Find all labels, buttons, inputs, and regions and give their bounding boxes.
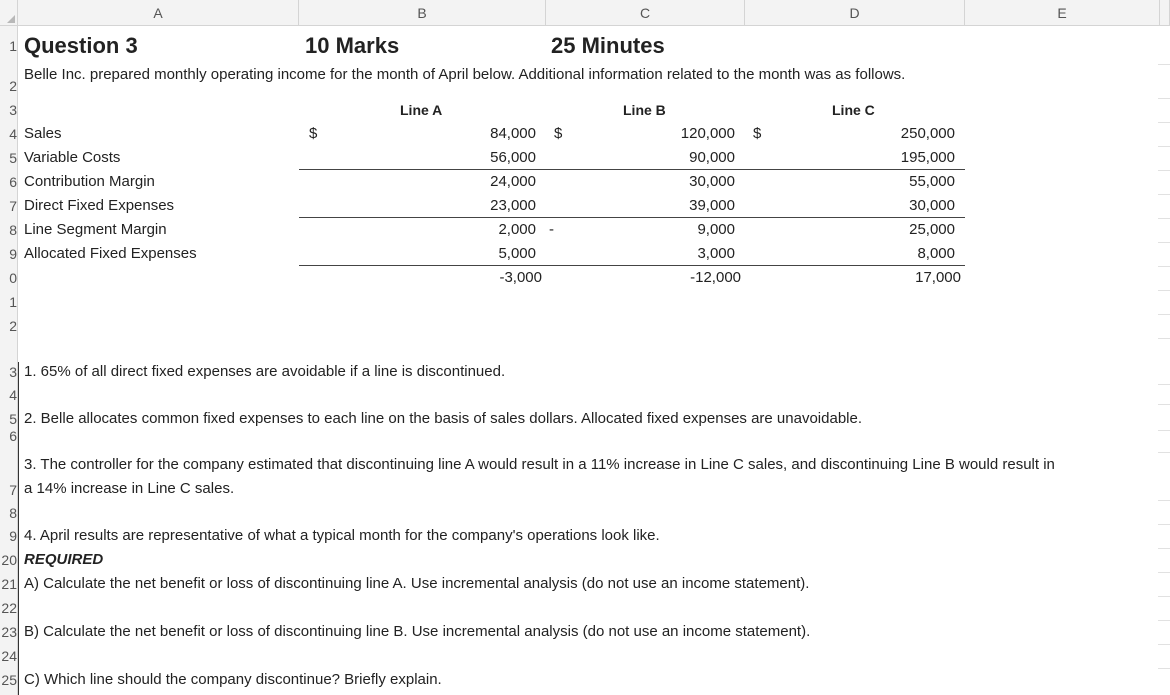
row-label-segment-margin[interactable]: Line Segment Margin xyxy=(24,221,167,238)
line-b-direct-fixed[interactable]: 39,000 xyxy=(689,197,735,214)
gridline xyxy=(1158,384,1170,385)
intro-text[interactable]: Belle Inc. prepared monthly operating income for the month of April below. Additional information related to the month was as follows. xyxy=(24,66,906,83)
required-a[interactable]: A) Calculate the net benefit or loss of discontinuing line A. Use incremental analysis (do not use an income statement). xyxy=(24,575,810,592)
gridline xyxy=(1158,338,1170,339)
line-a-segment[interactable]: 2,000 xyxy=(498,221,536,238)
line-b-contribution[interactable]: 30,000 xyxy=(689,173,735,190)
note-2[interactable]: 2. Belle allocates common fixed expenses to each line on the basis of sales dollars. Allocated fixed expenses are unavoidable. xyxy=(24,410,863,427)
line-c-contribution[interactable]: 55,000 xyxy=(909,173,955,190)
row-header-4[interactable]: 4 xyxy=(9,126,17,142)
gridline xyxy=(1158,290,1170,291)
note-4[interactable]: 4. April results are representative of what a typical month for the company's operations look like. xyxy=(24,527,660,544)
row-header-15[interactable]: 5 xyxy=(9,411,17,427)
subtotal-border-segment xyxy=(299,217,965,218)
line-b-variable[interactable]: 90,000 xyxy=(689,149,735,166)
gridline xyxy=(1158,170,1170,171)
subtotal-border-cm xyxy=(299,169,965,170)
row-header-3[interactable]: 3 xyxy=(9,102,17,118)
row-header-9[interactable]: 9 xyxy=(9,246,17,262)
row-header-24[interactable]: 24 xyxy=(1,648,17,664)
row-header-16[interactable]: 6 xyxy=(9,428,17,444)
minutes-label[interactable]: 25 Minutes xyxy=(551,33,665,58)
column-header-e[interactable]: E xyxy=(965,0,1160,26)
gridline xyxy=(1158,572,1170,573)
row-header-1[interactable]: 1 xyxy=(9,38,17,54)
subtotal-border-total xyxy=(299,265,965,266)
required-b[interactable]: B) Calculate the net benefit or loss of discontinuing line B. Use incremental analysis (do not use an income statement). xyxy=(24,623,811,640)
gridline xyxy=(1158,98,1170,99)
row-header-17[interactable]: 7 xyxy=(9,482,17,498)
line-c-header[interactable]: Line C xyxy=(832,102,875,118)
gridline xyxy=(1158,644,1170,645)
column-header-c[interactable]: C xyxy=(546,0,745,26)
row-header-20[interactable]: 20 xyxy=(1,552,17,568)
row-header-22[interactable]: 22 xyxy=(1,600,17,616)
column-header-b[interactable]: B xyxy=(299,0,546,26)
gridline xyxy=(1158,430,1170,431)
note-1[interactable]: 1. 65% of all direct fixed expenses are avoidable if a line is discontinued. xyxy=(24,363,506,380)
gridline xyxy=(1158,548,1170,549)
line-c-sales[interactable]: 250,000 xyxy=(900,125,955,142)
gridline xyxy=(1158,404,1170,405)
dollar-sign-a: $ xyxy=(309,125,318,142)
line-b-segment[interactable]: 9,000 xyxy=(697,221,735,238)
line-a-segment-dash: - xyxy=(549,221,554,238)
line-c-segment[interactable]: 25,000 xyxy=(909,221,955,238)
line-b-total[interactable]: -12,000 xyxy=(690,269,741,286)
row-label-direct-fixed[interactable]: Direct Fixed Expenses xyxy=(24,197,175,214)
gridline xyxy=(1158,524,1170,525)
gridline xyxy=(1158,596,1170,597)
required-label[interactable]: REQUIRED xyxy=(24,551,104,568)
line-a-direct-fixed[interactable]: 23,000 xyxy=(490,197,536,214)
select-all-corner[interactable] xyxy=(0,0,18,26)
gridline xyxy=(1158,314,1170,315)
line-c-direct-fixed[interactable]: 30,000 xyxy=(909,197,955,214)
row-header-12[interactable]: 2 xyxy=(9,318,17,334)
row-header-18[interactable]: 8 xyxy=(9,505,17,521)
gridline xyxy=(1158,500,1170,501)
row-header-13[interactable]: 3 xyxy=(9,364,17,380)
row-label-sales[interactable]: Sales xyxy=(24,125,62,142)
row-header-10[interactable]: 0 xyxy=(9,270,17,286)
gridline xyxy=(1158,620,1170,621)
row-header-14[interactable]: 4 xyxy=(9,387,17,403)
gridline xyxy=(1158,194,1170,195)
row-label-contribution-margin[interactable]: Contribution Margin xyxy=(24,173,155,190)
required-c[interactable]: C) Which line should the company discontinue? Briefly explain. xyxy=(24,671,442,688)
row-header-25[interactable]: 25 xyxy=(1,672,17,688)
column-header-d[interactable]: D xyxy=(745,0,965,26)
line-a-allocated[interactable]: 5,000 xyxy=(498,245,536,262)
row-header-21[interactable]: 21 xyxy=(1,576,17,592)
gridline xyxy=(1158,452,1170,453)
line-b-allocated[interactable]: 3,000 xyxy=(697,245,735,262)
row-header-7[interactable]: 7 xyxy=(9,198,17,214)
row-header-5[interactable]: 5 xyxy=(9,150,17,166)
gridline xyxy=(1158,146,1170,147)
marks-label[interactable]: 10 Marks xyxy=(305,33,400,58)
line-b-sales[interactable]: 120,000 xyxy=(680,125,735,142)
gridline xyxy=(1158,242,1170,243)
row-header-6[interactable]: 6 xyxy=(9,174,17,190)
question-title[interactable]: Question 3 xyxy=(24,33,138,58)
gridline xyxy=(1158,122,1170,123)
gridline xyxy=(1158,266,1170,267)
line-c-total[interactable]: 17,000 xyxy=(915,269,961,286)
note-3-line-2[interactable]: a 14% increase in Line C sales. xyxy=(24,480,235,497)
dollar-sign-c: $ xyxy=(753,125,762,142)
column-header-next[interactable] xyxy=(1160,0,1170,26)
row-header-19[interactable]: 9 xyxy=(9,528,17,544)
line-a-contribution[interactable]: 24,000 xyxy=(490,173,536,190)
line-a-variable[interactable]: 56,000 xyxy=(490,149,536,166)
line-a-header[interactable]: Line A xyxy=(400,102,443,118)
row-header-23[interactable]: 23 xyxy=(1,624,17,640)
gridline xyxy=(1158,668,1170,669)
gridline xyxy=(1158,64,1170,65)
line-c-allocated[interactable]: 8,000 xyxy=(917,245,955,262)
line-a-sales[interactable]: 84,000 xyxy=(490,125,536,142)
row-header-11[interactable]: 1 xyxy=(9,294,17,310)
line-a-total[interactable]: -3,000 xyxy=(499,269,542,286)
line-c-variable[interactable]: 195,000 xyxy=(900,149,955,166)
row-label-variable-costs[interactable]: Variable Costs xyxy=(24,149,121,166)
row-header-8[interactable]: 8 xyxy=(9,222,17,238)
column-header-a[interactable]: A xyxy=(18,0,299,26)
gridline xyxy=(1158,218,1170,219)
line-b-header[interactable]: Line B xyxy=(623,102,666,118)
row-header-2[interactable]: 2 xyxy=(9,78,17,94)
row-label-allocated-fixed[interactable]: Allocated Fixed Expenses xyxy=(24,245,197,262)
note-3-line-1[interactable]: 3. The controller for the company estimated that discontinuing line A would result in a 11% increase in Line C sales, and discontinuing Line B would result in xyxy=(24,456,1055,473)
dollar-sign-b: $ xyxy=(554,125,563,142)
cell-border xyxy=(18,362,19,695)
